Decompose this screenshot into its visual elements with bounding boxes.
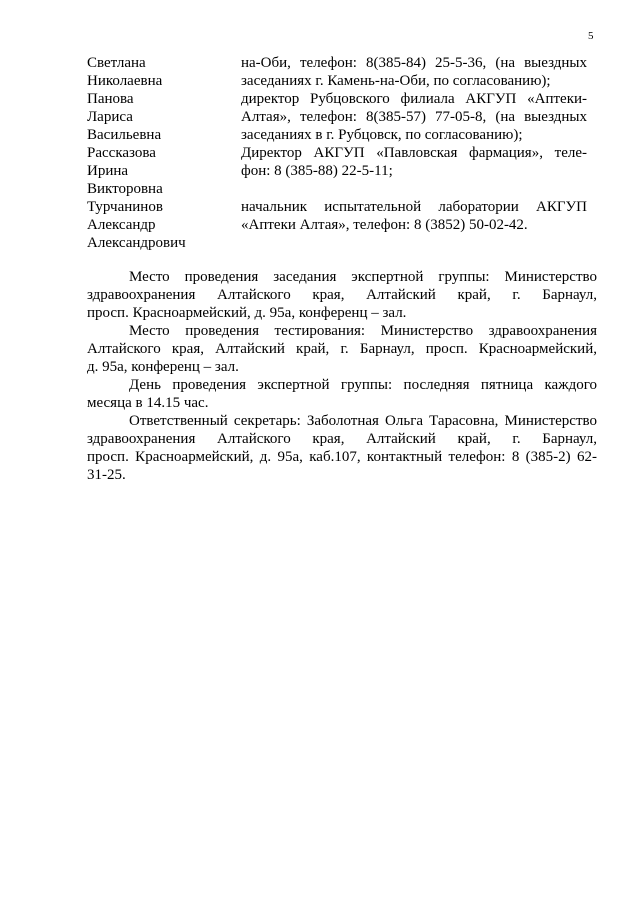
member-name <box>87 90 241 144</box>
member-name-line: Лариса <box>87 109 133 125</box>
member-description <box>241 198 587 234</box>
paragraph-line: 31-25. <box>87 467 126 483</box>
paragraph-line: Место проведения заседания экспертной группы: Министерство <box>129 269 597 285</box>
member-entry <box>87 198 587 252</box>
member-description-line: Алтая», телефон: 8(385-57) 77-05-8, (на выездных <box>241 109 587 125</box>
member-name <box>87 54 241 90</box>
meeting-place-paragraph <box>87 268 597 322</box>
member-entry <box>87 54 587 90</box>
paragraph-line: просп. Красноармейский, д. 95а, конференц – зал. <box>87 305 407 321</box>
secretary-paragraph <box>87 412 597 484</box>
member-description-line: фон: 8 (385-88) 22-5-11; <box>241 163 393 179</box>
paragraph-line: просп. Красноармейский, д. 95а, каб.107, контактный телефон: 8 (385-2) 62- <box>87 449 597 465</box>
testing-place-paragraph <box>87 322 597 376</box>
page-number: 5 <box>588 30 594 42</box>
paragraph-line: здравоохранения Алтайского края, Алтайский край, г. Барнаул, <box>87 431 597 447</box>
member-name-line: Николаевна <box>87 73 163 89</box>
paragraph-line: День проведения экспертной группы: последняя пятница каждого <box>129 377 597 393</box>
member-entry <box>87 90 587 144</box>
member-name-line: Александрович <box>87 235 186 251</box>
meeting-info <box>87 268 597 484</box>
member-name-line: Викторовна <box>87 181 163 197</box>
member-name-line: Светлана <box>87 55 146 71</box>
paragraph-line: здравоохранения Алтайского края, Алтайский край, г. Барнаул, <box>87 287 597 303</box>
member-description-line: заседаниях г. Камень-на-Оби, по согласованию); <box>241 73 551 89</box>
member-name <box>87 144 241 198</box>
member-description-line: Директор АКГУП «Павловская фармация», теле- <box>241 145 587 161</box>
member-description-line: заседаниях в г. Рубцовск, по согласованию); <box>241 127 523 143</box>
member-name-line: Васильевна <box>87 127 162 143</box>
member-name-line: Александр <box>87 217 156 233</box>
member-name <box>87 198 241 252</box>
member-name-line: Турчанинов <box>87 199 163 215</box>
paragraph-line: месяца в 14.15 час. <box>87 395 209 411</box>
member-entry <box>87 144 587 198</box>
member-name-line: Ирина <box>87 163 129 179</box>
member-description-line: на-Оби, телефон: 8(385-84) 25-5-36, (на выездных <box>241 55 587 71</box>
paragraph-line: Алтайского края, Алтайский край, г. Барнаул, просп. Красноармейский, <box>87 341 597 357</box>
member-description <box>241 144 587 180</box>
member-description-line: «Аптеки Алтая», телефон: 8 (3852) 50-02-42. <box>241 217 528 233</box>
member-description <box>241 54 587 90</box>
meeting-day-paragraph <box>87 376 597 412</box>
member-description-line: директор Рубцовского филиала АКГУП «Аптеки- <box>241 91 587 107</box>
committee-members-list <box>87 54 587 252</box>
paragraph-line: Место проведения тестирования: Министерство здравоохранения <box>129 323 597 339</box>
paragraph-line: д. 95а, конференц – зал. <box>87 359 239 375</box>
member-name-line: Панова <box>87 91 134 107</box>
member-description-line: начальник испытательной лаборатории АКГУП <box>241 199 587 215</box>
member-description <box>241 90 587 144</box>
member-name-line: Рассказова <box>87 145 156 161</box>
paragraph-line: Ответственный секретарь: Заболотная Ольга Тарасовна, Министерство <box>129 413 597 429</box>
